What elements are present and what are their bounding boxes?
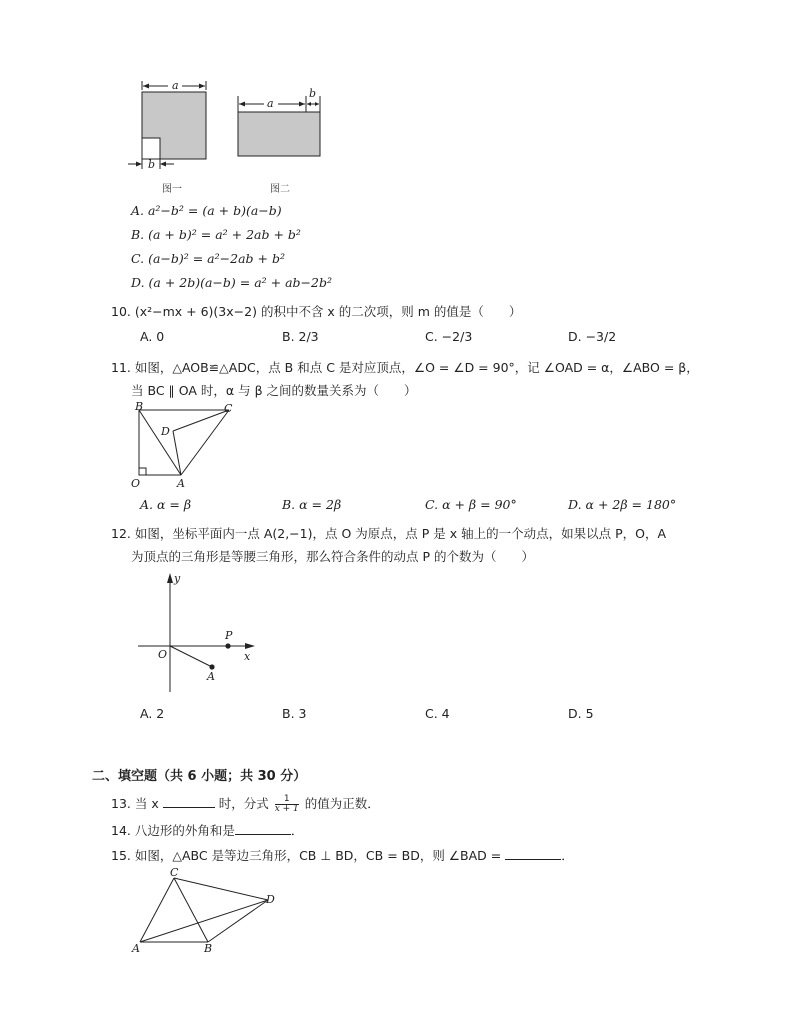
- label-C: C: [224, 402, 233, 415]
- q11-option-a[interactable]: A. α = β: [140, 497, 192, 512]
- q9-option-d[interactable]: D. (a + 2b)(a−b) = a² + ab−2b²: [131, 275, 332, 290]
- label-b: b: [148, 158, 156, 171]
- q10-option-b[interactable]: B. 2/3: [282, 329, 319, 344]
- label-B: B: [135, 400, 144, 413]
- q13-middle: 时，分式: [218, 796, 269, 811]
- caption-fig1: 图一: [162, 184, 182, 195]
- q11-option-c[interactable]: C. α + β = 90°: [425, 497, 517, 512]
- q12-option-a[interactable]: A. 2: [140, 706, 165, 721]
- label-O: O: [131, 477, 141, 490]
- label-B15: B: [204, 942, 213, 955]
- q15-answer-blank[interactable]: [505, 847, 561, 860]
- q11-option-b[interactable]: B. α = 2β: [282, 497, 342, 512]
- figure-q12-coordinate-plane: [130, 570, 265, 698]
- q9-option-a[interactable]: A. a²−b² = (a + b)(a−b): [131, 203, 282, 218]
- q10-question: 10. (x²−mx + 6)(3x−2) 的积中不含 x 的二次项，则 m 的值是（ ）: [111, 304, 522, 319]
- label-C15: C: [170, 866, 179, 879]
- label-A: A: [177, 477, 185, 490]
- q13-frac-den: x + 1: [274, 804, 299, 814]
- q12-question-line2: 为顶点的三角形是等腰三角形，那么符合条件的动点 P 的个数为（ ）: [131, 549, 534, 564]
- q15-suffix: ．: [561, 848, 574, 863]
- label-a: a: [172, 79, 179, 92]
- label-A12: A: [207, 670, 215, 683]
- q14-suffix: ．: [290, 823, 304, 838]
- q10-option-a[interactable]: A. 0: [140, 329, 165, 344]
- caption-fig2: 图二: [270, 184, 290, 195]
- section-title-fill-in: 二、填空题（共 6 小题；共 30 分）: [92, 769, 307, 784]
- figure-q15-triangles: [128, 866, 288, 958]
- q11-option-d[interactable]: D. α + 2β = 180°: [568, 497, 677, 512]
- figure-square-minus-square: [120, 76, 230, 178]
- q11-question-line1: 11. 如图，△AOB≌△ADC，点 B 和点 C 是对应顶点，∠O = ∠D = 90°，记 ∠OAD = α，∠ABO = β，: [111, 360, 699, 375]
- label-A15: A: [132, 942, 140, 955]
- q10-option-d[interactable]: D. −3/2: [568, 329, 617, 344]
- q9-option-c[interactable]: C. (a−b)² = a²−2ab + b²: [131, 251, 285, 266]
- figure-q11-triangles: [128, 400, 243, 492]
- q14-question: [111, 821, 303, 839]
- q9-option-b[interactable]: B. (a + b)² = a² + 2ab + b²: [131, 227, 301, 242]
- figure-rectangle: [230, 86, 330, 158]
- label-P: P: [225, 629, 233, 642]
- q14-prefix: 14. 八边形的外角和是: [111, 823, 235, 838]
- q13-frac-num: 1: [275, 795, 299, 805]
- q13-answer-blank[interactable]: [163, 795, 215, 808]
- q12-question-line1: 12. 如图，坐标平面内一点 A(2,−1)，点 O 为原点，点 P 是 x 轴上的一个动点，如果以点 P，O，A: [111, 526, 667, 541]
- q12-option-b[interactable]: B. 3: [282, 706, 307, 721]
- label-O12: O: [158, 648, 168, 661]
- label-x: x: [244, 650, 251, 663]
- q11-question-line2: 当 BC ∥ OA 时，α 与 β 之间的数量关系为（ ）: [131, 383, 417, 398]
- q13-fraction: [275, 795, 299, 814]
- q13-suffix: 的值为正数．: [304, 796, 380, 811]
- q13-prefix: 13. 当 x: [111, 796, 159, 811]
- label-D15: D: [266, 893, 275, 906]
- label-y: y: [174, 572, 181, 585]
- q12-option-c[interactable]: C. 4: [425, 706, 450, 721]
- q12-option-d[interactable]: D. 5: [568, 706, 594, 721]
- q13-question: [111, 794, 380, 814]
- q15-prefix: 15. 如图，△ABC 是等边三角形，CB ⊥ BD，CB = BD，则 ∠BAD =: [111, 848, 502, 863]
- q14-answer-blank[interactable]: [235, 822, 291, 835]
- q15-question: [111, 846, 574, 864]
- label-b2: b: [309, 87, 317, 100]
- label-D: D: [161, 425, 170, 438]
- q10-option-c[interactable]: C. −2/3: [425, 329, 473, 344]
- label-a2: a: [267, 97, 274, 110]
